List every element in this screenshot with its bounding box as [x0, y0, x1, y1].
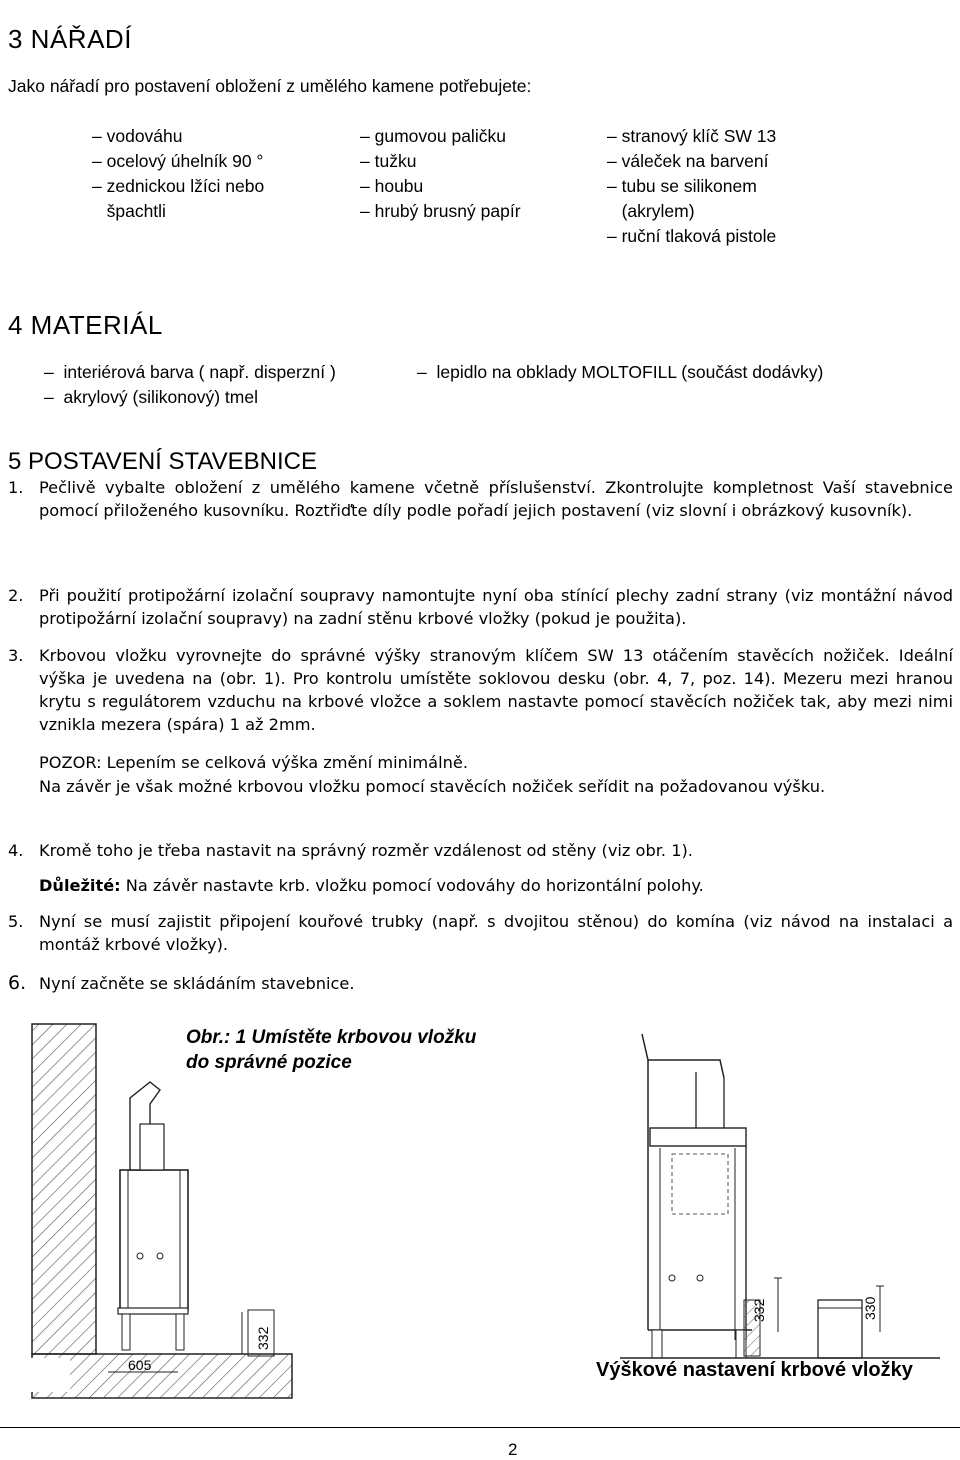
warning-text: POZOR: Lepením se celková výška změní minimálně. — [39, 753, 468, 772]
step-text: Nyní začněte se skládáním stavebnice. — [39, 974, 355, 993]
important-label: Důležité: — [39, 876, 121, 895]
tools-column-3 — [607, 124, 776, 249]
step-number: 1. — [8, 478, 24, 497]
tool-item: – tubu se silikonem — [607, 176, 757, 196]
page-number: 2 — [508, 1440, 518, 1459]
step-text: Nyní se musí zajistit připojení kouřové trubky (např. s dvojitou stěnou) do komína (viz návod na instalaci a montáž krbové vložky). — [39, 912, 953, 954]
tool-item: – ocelový úhelník 90 ° — [92, 151, 264, 171]
tool-item: – houbu — [360, 176, 424, 196]
tools-intro: Jako nářadí pro postavení obložení z umělého kamene potřebujete: — [8, 76, 532, 96]
step-note: Na závěr je však možné krbovou vložku pomocí stavěcích nožiček seřídit na požadovanou výšku. — [39, 777, 826, 796]
tool-item: – stranový klíč SW 13 — [607, 126, 777, 146]
tool-item: špachtli — [106, 201, 166, 221]
plinth-block — [818, 1300, 862, 1358]
tool-item: – váleček na barvení — [607, 151, 769, 171]
floor-gap — [24, 1358, 70, 1392]
step-text: Kromě toho je třeba nastavit na správný rozměr vzdálenost od stěny (viz obr. 1). — [39, 841, 693, 860]
dimension-330: 330 — [862, 1296, 878, 1320]
tool-item: – vodováhu — [92, 126, 183, 146]
materials-right — [417, 360, 823, 385]
step-text: Při použití protipožární izolační soupravy namontujte nyní oba stínící plechy zadní strany (viz montážní návod protipožární izolační soupravy) na zadní stěnu krbové vložky (pokud je použita). — [39, 586, 953, 628]
section-4-title: 4 MATERIÁL — [8, 310, 163, 340]
important-note — [39, 874, 953, 897]
height-adjustment-label: Výškové nastavení krbové vložky — [596, 1359, 913, 1381]
step-text: Krbovou vložku vyrovnejte do správné výšky stranovým klíčem SW 13 otáčením stavěcích nožiček. Ideální výška je uvedena na (obr. 1). Pro kontrolu umístěte soklovou desku (obr. 4, 7, poz. 14). Mezeru mezi hranou krytu s regulátorem vzduchu na krbové vložce a soklem nastavte pomocí stavěcích nožiček tak, aby mezi nimi vznikla mezera (spára) 1 až 2mm. — [39, 646, 953, 734]
wall-hatch — [32, 1024, 96, 1354]
material-item: – akrylový (silikonový) tmel — [44, 387, 258, 407]
dimension-332-left: 332 — [255, 1326, 271, 1350]
footer-rule — [0, 1427, 960, 1428]
tool-item: – zednickou lžíci nebo — [92, 176, 265, 196]
fireplace-insert-right — [642, 1034, 752, 1358]
material-item: – lepidlo na obklady MOLTOFILL (součást dodávky) — [417, 362, 824, 382]
tools-column-2 — [360, 124, 521, 224]
step-number: 4. — [8, 841, 24, 860]
figure-caption-line-1: Obr.: 1 Umístěte krbovou vložku — [186, 1027, 477, 1048]
dimension-332-right: 332 — [751, 1298, 767, 1322]
important-text: Na závěr nastavte krb. vložku pomocí vodováhy do horizontální polohy. — [120, 876, 704, 895]
step-number: 6. — [8, 972, 27, 994]
tool-item: – ruční tlaková pistole — [607, 226, 777, 246]
step-number: 5. — [8, 912, 24, 931]
figure-caption-line-2: do správné pozice — [186, 1052, 352, 1073]
materials-left — [44, 360, 336, 410]
floor-hatch — [32, 1354, 292, 1398]
step-number: 2. — [8, 586, 24, 605]
tool-item: – hrubý brusný papír — [360, 201, 521, 221]
tool-item: (akrylem) — [621, 201, 695, 221]
section-3-title: 3 NÁŘADÍ — [8, 24, 132, 54]
step-text: Pečlivě vybalte obložení z umělého kamene včetně příslušenství. Zkontrolujte kompletnost Vaší stavebnice pomocí přiloženého kusovníku. Roztřiďte díly podle pořadí jejich postavení (viz slovní i obrázkový kusovník). — [39, 478, 953, 520]
tool-item: – tužku — [360, 151, 417, 171]
step-number: 3. — [8, 646, 24, 665]
tools-column-1 — [92, 124, 264, 224]
tool-item: – gumovou paličku — [360, 126, 506, 146]
dimension-605: 605 — [128, 1357, 152, 1373]
fireplace-insert-left — [118, 1082, 188, 1350]
material-item: – interiérová barva ( např. disperzní ) — [44, 362, 336, 382]
section-5-title: 5 POSTAVENÍ STAVEBNICE — [8, 448, 317, 475]
